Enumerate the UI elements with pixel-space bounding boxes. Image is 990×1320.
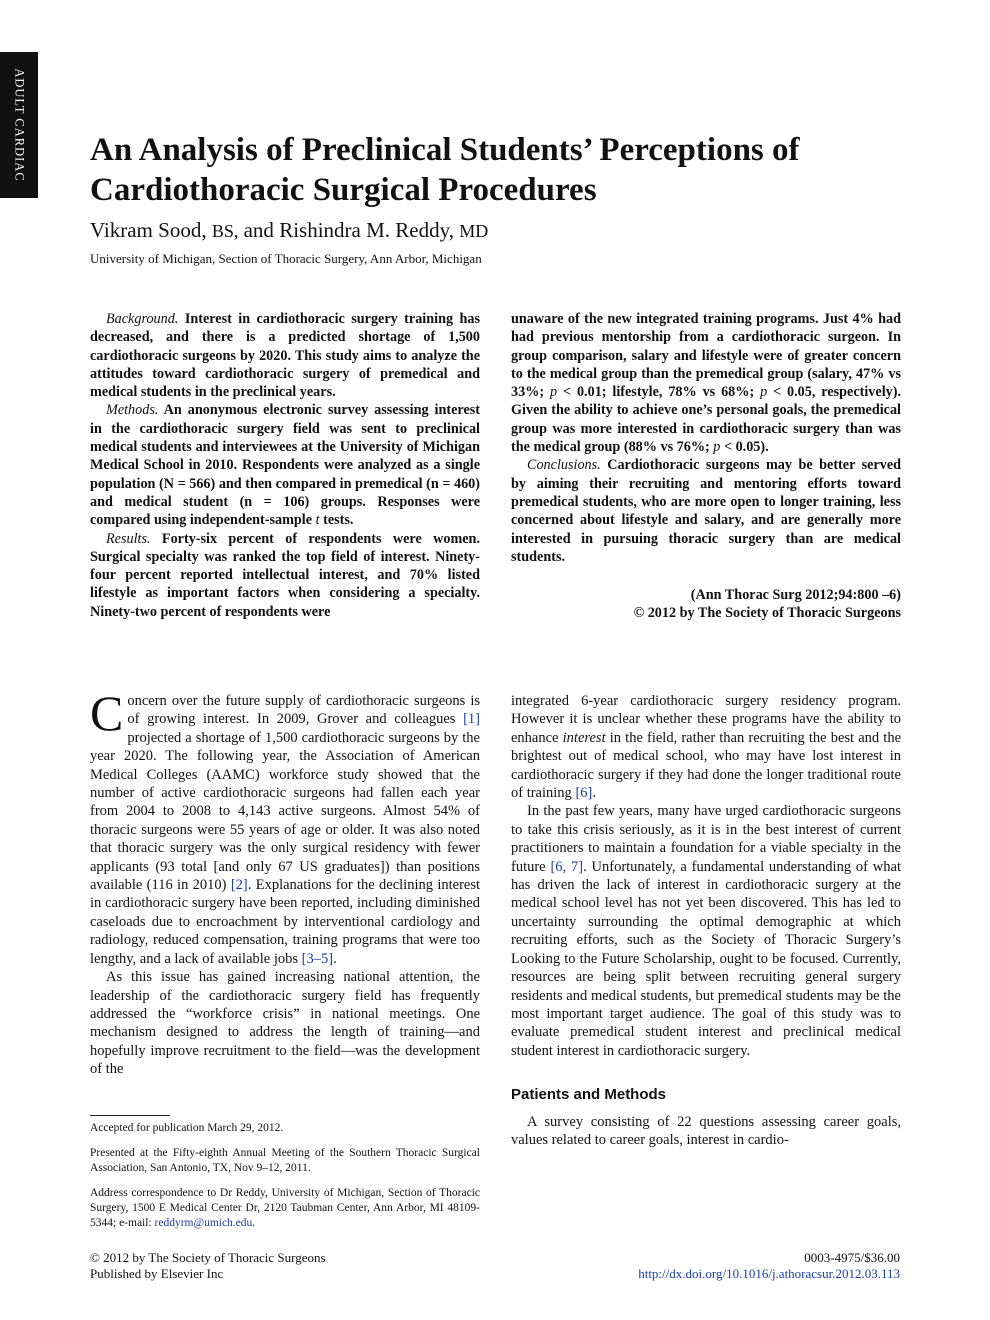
p-symbol: p — [713, 439, 721, 456]
p-symbol: p — [550, 384, 558, 401]
footer-publisher: Published by Elsevier Inc — [90, 1266, 224, 1281]
footer-left — [90, 1250, 326, 1282]
section-tab — [0, 52, 38, 198]
intro-text-1a: oncern over the future supply of cardiothoracic surgeons is of growing interest. In 2009, Grover and colleagues — [127, 693, 480, 728]
author-conjunction: and — [243, 218, 274, 242]
results-text-5: < 0.05). — [723, 439, 769, 456]
intro-text-3b: . Unfortunately, a fundamental understanding of what has driven the lack of interest in cardiothoracic surgery at the medical school level has not yet been discovered. This has led to uncertainty surrounding the optimal demographic at which recruiting efforts, such as the Society of Thoracic Surgery’s Looking to the Future Scholarship, ought to be focused. Currently, resources are being split between recruiting general surgery residents and medical students, but premedical students may be the most important target audience. The goal of this study was to evaluate premedical student interest and preclinical medical student interest in cardiothoracic surgery. — [511, 858, 901, 1059]
footer-right — [638, 1250, 900, 1282]
address-end: . — [252, 1217, 256, 1229]
section-tab-label: ADULT CARDIAC — [12, 68, 27, 182]
reference-link-1[interactable]: [1] — [463, 711, 481, 728]
abstract-column-left — [90, 310, 480, 621]
intro-text-3a: In the past few years, many have urged cardiothoracic surgeons to take this crisis seriously, as it is in the best interest of current practitioners to maintain a foundation for a viable specialty in the future — [511, 803, 901, 875]
reference-link-6[interactable]: [6] — [575, 785, 593, 802]
intro-paragraph-1 — [90, 685, 481, 968]
abstract-results — [90, 530, 480, 621]
conclusions-text: Cardiothoracic surgeons may be better served by aiming their recruiting and mentoring efforts toward premedical students, who are more open to longer training, less concerned about lifestyle and salary, and are generally more interested in pursuing thoracic surgery than are medical students. — [511, 457, 902, 565]
reference-link-2[interactable]: [2] — [230, 877, 248, 894]
intro-text-2c: . — [592, 785, 596, 802]
footnote-presented: Presented at the Fifty-eighth Annual Meeting of the Southern Thoracic Surgical Association, San Antonio, TX, Nov 9–12, 2011. — [90, 1147, 480, 1174]
abstract-column-right — [511, 310, 901, 623]
results-text-4: < 0.05, respectively). Given the ability to achieve one’s personal goals, the premedical group was more interested in cardiothoracic surgery than was the medical group (88% vs 76%; — [511, 384, 902, 456]
p-symbol: p — [760, 384, 768, 401]
background-text: Interest in cardiothoracic surgery training has decreased, and there is a predicted shortage of 1,500 cardiothoracic surgeons by 2020. This study aims to analyze the attitudes toward cardiothoracic surgery of premedical and medical students in the preclinical years. — [90, 311, 481, 401]
methods-label: Methods. — [106, 402, 159, 419]
drop-cap: C — [90, 685, 124, 741]
abstract-results-continued — [511, 310, 901, 456]
intro-paragraph-2-continued — [511, 692, 901, 802]
intro-text-2b: in the field, rather than recruiting the best and the brightest out of medical school, who may have lost interest in cardiothoracic surgery if they had done the longer traditional route of training — [511, 729, 901, 802]
doi-link[interactable]: http://dx.doi.org/10.1016/j.athoracsur.2012.03.113 — [638, 1266, 900, 1281]
footnote-divider — [90, 1115, 170, 1116]
citation-copyright: © 2012 by The Society of Thoracic Surgeons — [633, 605, 901, 622]
author-2-degree: MD — [459, 221, 489, 241]
footnote-accepted: Accepted for publication March 29, 2012. — [90, 1122, 284, 1134]
footnotes — [90, 1121, 480, 1241]
conclusions-label: Conclusions. — [527, 457, 601, 474]
background-label: Background. — [106, 311, 179, 327]
abstract-methods — [90, 401, 480, 529]
intro-text-1c: . Explanations for the declining interest in cardiothoracic surgery have been reported, including diminished caseloads due to encroachment by interventional cardiology and radiology, reduced compensation, training programs that were too lengthy, and a lack of available jobs — [90, 877, 481, 967]
author-2-name: Rishindra M. Reddy, — [279, 218, 454, 242]
citation-journal: (Ann Thorac Surg 2012;94:800 –6) — [690, 587, 901, 604]
methods-paragraph-1: A survey consisting of 22 questions assessing career goals, values related to career goals, interest in cardio- — [511, 1113, 901, 1148]
methods-text: An anonymous electronic survey assessing interest in the cardiothoracic surgery field was sent to preclinical medical students and interviewees at the University of Michigan Medical School in 2010. Respondents were analyzed as a single population (N = 566) and then compared in premedical (n = 460) and medical student (n = 106) groups. Responses were compared using independent-sample — [90, 402, 480, 529]
results-label: Results. — [106, 530, 151, 547]
abstract-conclusions — [511, 456, 901, 566]
footnote-address — [90, 1186, 480, 1231]
author-1-name: Vikram Sood, — [90, 218, 207, 242]
results-text-2: unaware of the new integrated training programs. Just 4% had had previous mentorship from a cardiothoracic surgeon. In group comparison, salary and lifestyle were of greater concern to the medical group than the premedical group (salary, 47% vs 33%; — [511, 311, 901, 401]
methods-text-end: tests. — [323, 512, 354, 529]
address-text: Address correspondence to Dr Reddy, University of Michigan, Section of Thoracic Surgery, 1500 E Medical Center Dr, 2120 Taubman Center, Ann Arbor, MI 48109-5344; e-mail: — [90, 1187, 480, 1229]
reference-link-3-5[interactable]: [3–5] — [301, 950, 334, 967]
section-heading-patients-methods: Patients and Methods — [511, 1086, 667, 1104]
citation — [511, 586, 901, 623]
methods-t-symbol: t — [315, 512, 320, 529]
reference-link-6-7[interactable]: [6, 7] — [550, 858, 584, 875]
intro-paragraph-3 — [511, 802, 901, 1060]
body-column-right — [511, 692, 901, 1149]
footer-issn: 0003-4975/$36.00 — [804, 1250, 900, 1265]
intro-text-1b: projected a shortage of 1,500 cardiothoracic surgeons by the year 2020. The following year, the Association of American Medical Colleges (AAMC) workforce study showed that the number of active cardiothoracic surgeons had fallen each year from 2004 to 2008 to 4,143 active surgeons. Almost 54% of thoracic surgeons were 55 years of age or older. It was also noted that thoracic surgery was the only surgical residency with fewer applicants (93 total [and only 67 US graduates]) than positions available (116 in 2010) — [90, 729, 480, 894]
intro-text-2a: integrated 6-year cardiothoracic surgery residency program. However it is unclear whether these programs have the ability to enhance — [511, 693, 901, 746]
intro-text-1d: . — [333, 950, 337, 967]
interest-emphasis: interest — [562, 729, 606, 746]
author-1-degree: BS, — [211, 221, 239, 241]
results-text: Forty-six percent of respondents were women. Surgical specialty was ranked the top field of interest. Ninety-four percent reported intellectual interest, and 70% listed lifestyle as important factors when considering a specialty. Ninety-two percent of respondents were — [90, 530, 480, 620]
author-line — [90, 218, 488, 243]
affiliation: University of Michigan, Section of Thoracic Surgery, Ann Arbor, Michigan — [90, 251, 482, 266]
article-title: An Analysis of Preclinical Students’ Perceptions of Cardiothoracic Surgical Procedures — [90, 132, 800, 208]
abstract-background — [90, 310, 480, 401]
footer-copyright: © 2012 by The Society of Thoracic Surgeons — [90, 1250, 326, 1265]
results-text-3: < 0.01; lifestyle, 78% vs 68%; — [562, 384, 755, 401]
body-column-left — [90, 685, 481, 1079]
intro-paragraph-2: As this issue has gained increasing national attention, the leadership of the cardiothoracic surgery field has frequently addressed the “workforce crisis” in national meetings. One mechanism designed to address the length of training—and hopefully improve recruitment to the field—was the development of the — [90, 969, 480, 1078]
email-link[interactable]: reddyrm@umich.edu — [154, 1217, 253, 1229]
